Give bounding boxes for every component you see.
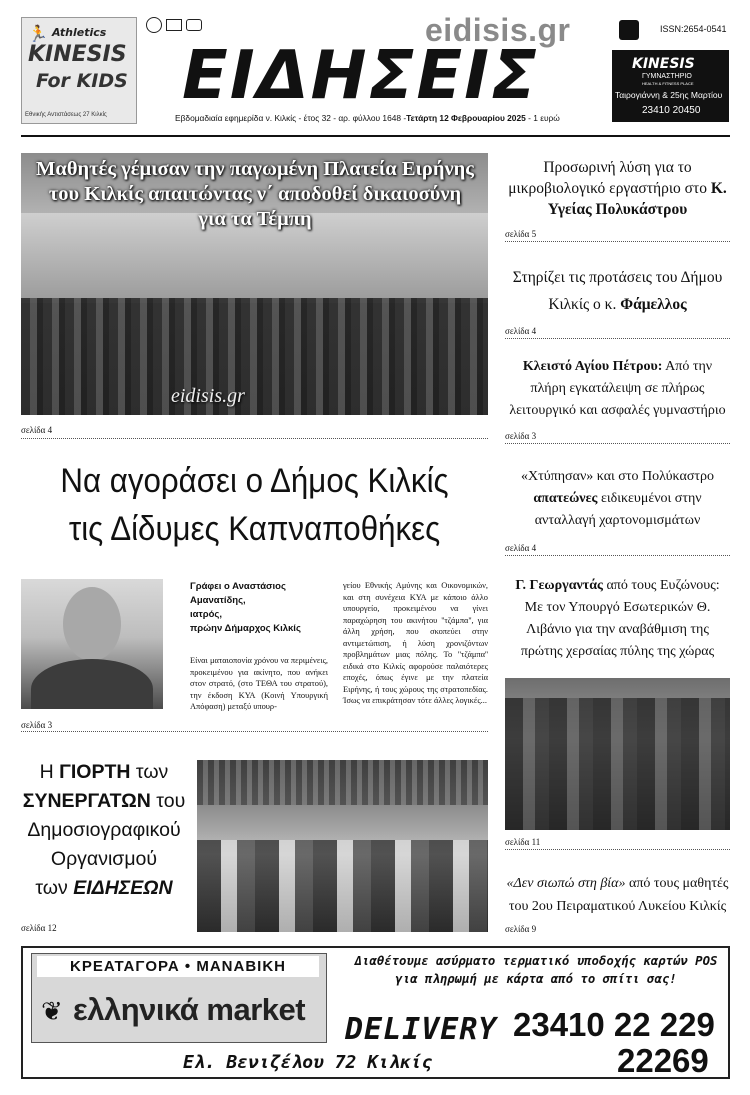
byline-1: Γράφει ο Αναστάσιος xyxy=(190,581,286,592)
cel-w6: των xyxy=(35,877,74,899)
cel-w4: ΣΥΝΕΡΓΑΤΩΝ xyxy=(22,790,151,812)
side-2-page: σελίδα 4 xyxy=(505,326,537,336)
author-photo xyxy=(21,579,163,709)
side-5-page: σελίδα 11 xyxy=(505,837,541,847)
main-column-2 xyxy=(343,580,488,707)
column-1-text: Είναι ματαιοπονία χρόνου να περιμένεις, προκειμένου για ακίνητο, που ανήκει στον στρατό, (στο ΤΕΘΑ του στρατού), την έκδοση ΚΥΑ (Κοινή Υπουργική Απόφαση) μεταξύ υπουρ- xyxy=(190,656,328,711)
right-ad-brand: KINESIS xyxy=(632,56,695,72)
subtitle-text: Εβδομαδιαία εφημερίδα ν. Κιλκίς - έτος 32 - αρ. φύλλου 1648 - xyxy=(175,113,407,123)
issue-date: Τετάρτη 12 Φεβρουαρίου 2025 xyxy=(406,113,526,123)
right-ad-sub2: HEALTH & FITNESS PLACE xyxy=(642,81,694,86)
cel-line5 xyxy=(18,874,190,903)
side-5-bold: Γ. Γεωργαντάς xyxy=(515,578,603,593)
author-shoulders xyxy=(31,659,153,709)
left-ad-line2: KINESIS xyxy=(28,42,127,67)
main-headline-line1: Να αγοράσει ο Δήμος Κιλκίς xyxy=(60,462,449,500)
stamp-icon xyxy=(166,19,182,31)
column-2-text: γείου Εθνικής Αμύνης και Οικονομικών, και στη συνέχεια ΚΥΑ με κάποιο άλλο υπουργείο, προκειμένου να γίνει παραχώρηση του ακινήτου ''τζάμπα'', για άλλη χρήση, που σκοπεύει στην αντιμετώπιση, ή λύση χρονιζόντων προβλημάτων μιας πόλης. Το ''τζάμπα'' ειδικά στο Κιλκίς αφορούσε παλαιότερες εποχές, όπως έγινε με την πλατεία Ειρήνης, ή τους χώρους της στρατοπεδίας. Ίσως να επικράτησαν τότε άλλες λογικές... xyxy=(343,581,488,705)
runner-icon: 🏃 xyxy=(28,26,48,43)
left-ad[interactable] xyxy=(21,17,137,124)
cel-w5: του xyxy=(150,790,186,812)
cel-photo-table xyxy=(197,840,488,932)
right-ad-phone: 23410 20450 xyxy=(642,105,701,116)
photo-watermark: eidisis.gr xyxy=(171,385,245,407)
side-1-page: σελίδα 5 xyxy=(505,229,537,239)
ad-brand: ελληνικά market xyxy=(73,992,306,1027)
masthead-emblems xyxy=(146,17,202,33)
side-4-pre: «Χτύπησαν» και στο Πολύκαστρο xyxy=(521,469,714,484)
main-page-ref: σελίδα 3 xyxy=(21,720,53,730)
side-story-2[interactable] xyxy=(505,264,730,318)
ad-pos-text: Διαθέτουμε ασύρματο τερματικό υποδοχής καρτών POS για πληρωμή με κάρτα από το σπίτι σας! xyxy=(354,954,718,986)
lead-headline: Μαθητές γέμισαν την παγωμένη Πλατεία Ειρήνης του Κιλκίς απαιτώντας ν΄ αποδοθεί δικαιοσύνη για τα Τέμπη xyxy=(36,158,474,230)
celebration-text[interactable] xyxy=(18,758,190,903)
side-story-5[interactable] xyxy=(505,575,730,663)
bottom-ad[interactable] xyxy=(21,946,730,1079)
left-ad-line1: Athletics xyxy=(52,26,107,39)
cel-photo-shelves xyxy=(197,760,488,805)
right-ad[interactable] xyxy=(612,50,729,122)
side-5-post: από τους Ευζώνους: Με τον Υπουργό Εσωτερικών Θ. Λιβάνιο για την αναβάθμιση της πρώτης χερσαίας πύλης της χώρας xyxy=(520,578,720,659)
side-2-divider xyxy=(505,338,730,339)
issn: ISSN:2654-0541 xyxy=(660,24,727,34)
masthead-rule xyxy=(21,135,730,137)
side-story-6[interactable] xyxy=(505,872,730,918)
side-story-3[interactable] xyxy=(505,356,730,422)
side-4-post: ειδικευμένοι στην ανταλλαγή χαρτονομισμάτων xyxy=(534,491,702,528)
side-5-divider xyxy=(505,849,730,850)
masthead-title: ΕΙΔΗΣΕΙΣ xyxy=(182,36,539,114)
byline-4: πρώην Δήμαρχος Κιλκίς xyxy=(190,623,301,634)
ad-top-label: ΚΡΕΑΤΑΓΟΡΑ • ΜΑΝΑΒΙΚΗ xyxy=(37,956,319,977)
cel-line4: Οργανισμού xyxy=(50,848,158,870)
ad-brand-icon: ❦ xyxy=(41,996,63,1026)
side-2-bold: Φάμελλος xyxy=(620,296,687,313)
lead-divider xyxy=(21,438,488,439)
main-headline-line2: τις Δίδυμες Καπναποθήκες xyxy=(68,510,441,548)
seal-icon xyxy=(186,19,202,31)
price: - 1 ευρώ xyxy=(525,113,560,123)
right-ad-address: Ταιρογιάννη & 25ης Μαρτίου xyxy=(615,90,723,100)
main-divider xyxy=(21,731,488,732)
side-6-page: σελίδα 9 xyxy=(505,924,537,934)
side-1-pre: Προσωρινή λύση για το μικροβιολογικό εργαστήριο στο xyxy=(508,159,711,197)
photo-crowd xyxy=(21,298,488,415)
site-logo-icon xyxy=(619,20,639,40)
emblem-icon xyxy=(146,17,162,33)
lead-page-ref: σελίδα 4 xyxy=(21,425,53,435)
ad-address: Ελ. Βενιζέλου 72 Κιλκίς xyxy=(183,1052,433,1073)
side-story-4[interactable] xyxy=(505,466,730,532)
side-3-page: σελίδα 3 xyxy=(505,431,537,441)
side-photo[interactable] xyxy=(505,678,730,830)
side-story-1[interactable] xyxy=(505,157,730,220)
main-headline[interactable] xyxy=(21,457,488,553)
side-1-divider xyxy=(505,241,730,242)
side-4-page: σελίδα 4 xyxy=(505,543,537,553)
ad-delivery: DELIVERY xyxy=(345,1012,498,1047)
cel-w2: ΓΙΟΡΤΗ xyxy=(59,761,131,783)
right-ad-sub: ΓΥΜΝΑΣΤΗΡΙΟ xyxy=(642,73,692,80)
cel-w3: των xyxy=(130,761,169,783)
cel-w7: ΕΙΔΗΣΕΩΝ xyxy=(73,877,173,899)
side-1-bold: Κ. Υγείας Πολυκάστρου xyxy=(547,180,727,218)
side-6-pre: «Δεν σιωπώ στη βία» xyxy=(506,876,626,891)
celebration-page: σελίδα 12 xyxy=(21,923,57,933)
side-6-post: από τους μαθητές του 2ου Πειραματικού Λυκείου Κιλκίς xyxy=(508,876,729,914)
ad-phone-1[interactable]: 23410 22 229 xyxy=(513,1006,715,1043)
masthead-subtitle xyxy=(175,113,560,123)
side-2-pre: Στηρίζει τις προτάσεις του Δήμου Κιλκίς ο κ. xyxy=(512,269,723,313)
site-name[interactable]: eidisis.gr xyxy=(425,12,571,48)
byline xyxy=(190,580,301,636)
side-3-bold: Κλειστό Αγίου Πέτρου: xyxy=(522,359,663,374)
author-head xyxy=(63,587,121,661)
side-3-post: Από την πλήρη εγκατάλειψη σε πλήρως λειτουργικό και ασφαλές γυμναστήριο xyxy=(509,359,726,418)
cel-w1: Η xyxy=(39,761,60,783)
side-3-divider xyxy=(505,443,730,444)
ad-phone-2[interactable]: 22269 xyxy=(617,1042,709,1079)
side-4-divider xyxy=(505,555,730,556)
left-ad-footer: Εθνικής Αντιστάσεως 27 Κιλκίς xyxy=(25,112,107,118)
byline-2: Αμανατίδης, xyxy=(190,595,246,606)
lead-photo[interactable] xyxy=(21,153,488,415)
cel-line1 xyxy=(18,758,190,787)
left-ad-line3: For KIDS xyxy=(36,70,128,92)
celebration-photo[interactable] xyxy=(197,760,488,932)
side-4-bold: απατεώνες xyxy=(533,491,598,506)
side-photo-people xyxy=(505,698,730,830)
cel-line2 xyxy=(18,787,190,816)
byline-3: ιατρός, xyxy=(190,609,222,620)
main-column-1 xyxy=(190,655,328,713)
cel-line3: Δημοσιογραφικού xyxy=(27,819,181,841)
